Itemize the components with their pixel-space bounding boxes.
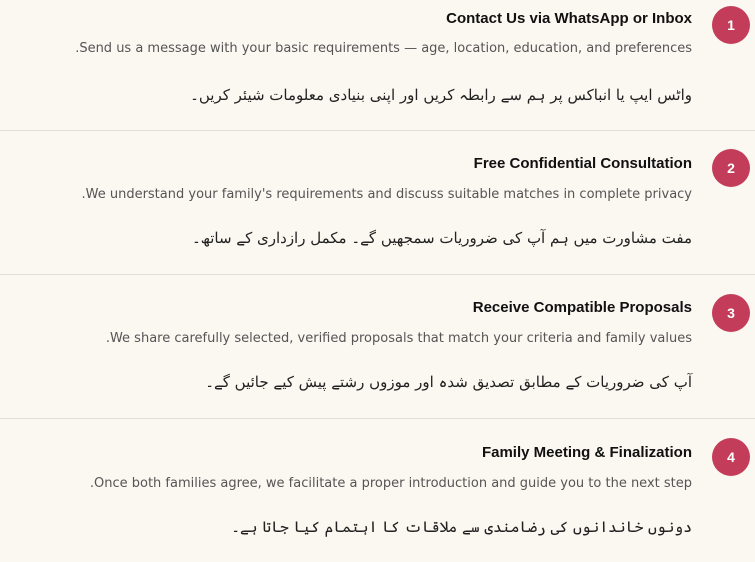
step-number-badge: 1 <box>712 6 750 44</box>
step-urdu-text: آپ کی ضروریات کے مطابق تصدیق شدہ اور موزوں رشتے پیش کیے جائیں گے۔ <box>205 373 692 391</box>
step-description: .Send us a message with your basic requirements — age, location, education, and preferences <box>75 41 692 56</box>
step-title: Contact Us via WhatsApp or Inbox <box>446 10 692 27</box>
step-number-badge: 2 <box>712 149 750 187</box>
step-title: Family Meeting & Finalization <box>481 444 692 461</box>
step-title: Free Confidential Consultation <box>473 155 692 172</box>
step-description: .We share carefully selected, verified proposals that match your criteria and family values <box>105 331 692 346</box>
step-urdu-text: مفت مشاورت میں ہم آپ کی ضروریات سمجھیں گے۔ مکمل رازداری کے ساتھ۔ <box>191 229 692 247</box>
step-urdu-text: دونوں خاندانوں کی رضامندی سے ملاقات کا اہتمام کیا جاتا ہے۔ <box>231 518 692 536</box>
step-number-badge: 4 <box>712 438 750 476</box>
step-contact <box>0 0 755 130</box>
step-consultation <box>0 130 755 274</box>
step-description: .Once both families agree, we facilitate a proper introduction and guide you to the next step <box>89 476 692 491</box>
step-description: .We understand your family's requirements and discuss suitable matches in complete privacy <box>81 187 692 202</box>
step-finalization <box>0 418 755 562</box>
step-urdu-text: واٹس ایپ یا انباکس پر ہم سے رابطہ کریں اور اپنی بنیادی معلومات شیئر کریں۔ <box>190 86 692 104</box>
step-title: Receive Compatible Proposals <box>472 299 692 316</box>
step-proposals <box>0 274 755 418</box>
step-number-badge: 3 <box>712 294 750 332</box>
